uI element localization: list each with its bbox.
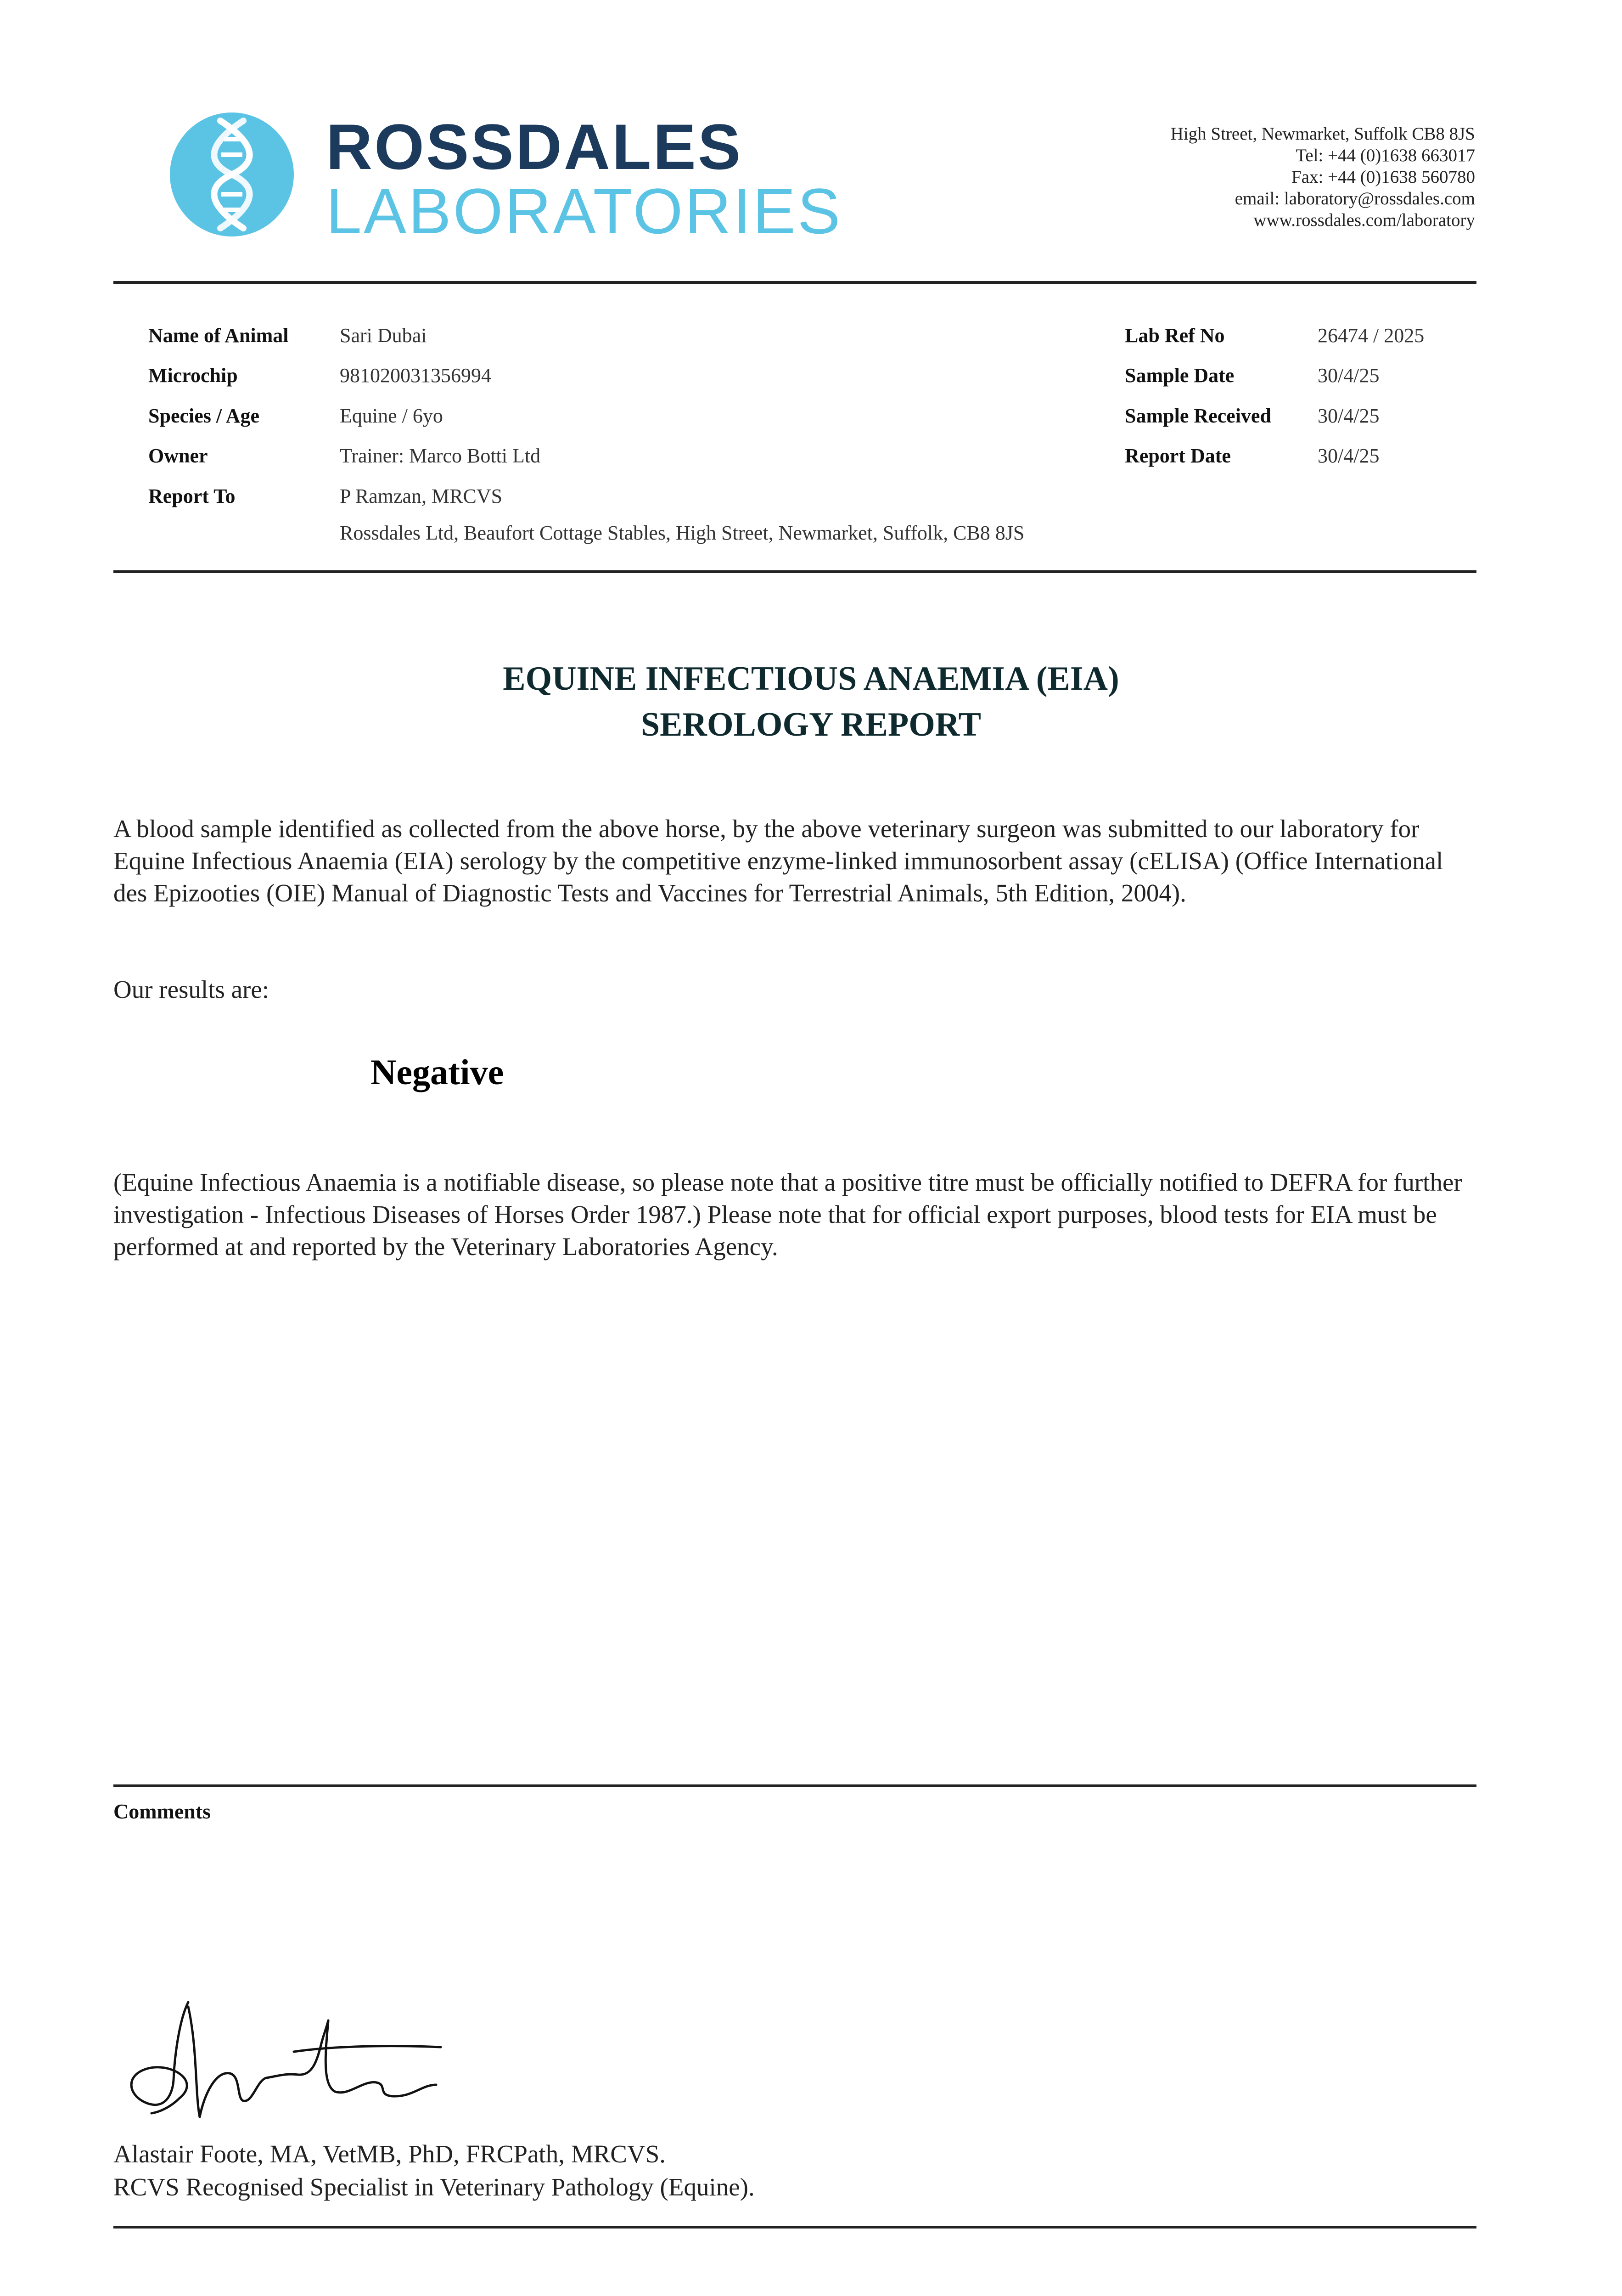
header-divider bbox=[113, 281, 1476, 284]
result-value: Negative bbox=[370, 1052, 504, 1092]
report-date-value: 30/4/25 bbox=[1318, 445, 1380, 467]
owner-value: Trainer: Marco Botti Ltd bbox=[340, 445, 541, 467]
brand-name-line2: LABORATORIES bbox=[326, 175, 842, 247]
name-label: Name of Animal bbox=[148, 324, 289, 347]
details-divider bbox=[113, 570, 1476, 573]
contact-fax: Fax: +44 (0)1638 560780 bbox=[1291, 167, 1475, 187]
report-to-value: P Ramzan, MRCVS bbox=[340, 485, 503, 507]
lab-ref-value: 26474 / 2025 bbox=[1318, 324, 1425, 347]
contact-address: High Street, Newmarket, Suffolk CB8 8JS bbox=[1170, 124, 1475, 144]
species-label: Species / Age bbox=[148, 405, 259, 427]
microchip-value: 981020031356994 bbox=[340, 364, 491, 387]
results-intro: Our results are: bbox=[113, 975, 269, 1003]
species-value: Equine / 6yo bbox=[340, 405, 443, 427]
name-value: Sari Dubai bbox=[340, 324, 427, 347]
report-title-line1: EQUINE INFECTIOUS ANAEMIA (EIA) bbox=[503, 660, 1119, 698]
lab-ref-label: Lab Ref No bbox=[1125, 324, 1225, 347]
signatory-title: RCVS Recognised Specialist in Veterinary Pathology (Equine). bbox=[113, 2173, 755, 2201]
footer-divider bbox=[113, 2226, 1476, 2228]
dna-helix-icon bbox=[170, 113, 294, 236]
sample-received-value: 30/4/25 bbox=[1318, 405, 1380, 427]
sample-date-value: 30/4/25 bbox=[1318, 364, 1380, 387]
brand-name-line1: ROSSDALES bbox=[326, 111, 743, 183]
report-intro: A blood sample identified as collected from the above horse, by the above veterinary surgeon was submitted to our laboratory for Equine Infectious Anaemia (EIA) serology by the competitive enzyme-linked immunosorbent assay (cELISA) (Office International des Epizooties (OIE) Manual of Diagnostic Tests and Vaccines for Terrestrial Animals, 5th Edition, 2004). bbox=[113, 815, 1443, 907]
contact-email[interactable]: email: laboratory@rossdales.com bbox=[1235, 189, 1475, 208]
signatory-name: Alastair Foote, MA, VetMB, PhD, FRCPath, MRCVS. bbox=[113, 2140, 666, 2168]
report-to-address: Rossdales Ltd, Beaufort Cottage Stables, High Street, Newmarket, Suffolk, CB8 8JS bbox=[340, 522, 1025, 544]
report-note: (Equine Infectious Anaemia is a notifiable disease, so please note that a positive titre must be officially notified to DEFRA for further investigation - Infectious Diseases of Horses Order 1987.) Please note that for official export purposes, blood tests for EIA must be performed at and reported by the Veterinary Laboratories Agency. bbox=[113, 1168, 1462, 1261]
report-date-label: Report Date bbox=[1125, 445, 1231, 467]
microchip-label: Microchip bbox=[148, 364, 238, 387]
comments-divider bbox=[113, 1784, 1476, 1787]
signature-image bbox=[119, 1993, 468, 2126]
signatory-block bbox=[113, 2138, 755, 2204]
sample-received-label: Sample Received bbox=[1125, 405, 1271, 427]
report-title-line2: SEROLOGY REPORT bbox=[641, 706, 981, 743]
report-title bbox=[0, 656, 1622, 748]
contact-website[interactable]: www.rossdales.com/laboratory bbox=[1253, 210, 1475, 230]
report-to-label: Report To bbox=[148, 485, 236, 507]
brand-logo bbox=[326, 111, 842, 247]
contact-tel: Tel: +44 (0)1638 663017 bbox=[1296, 146, 1475, 165]
owner-label: Owner bbox=[148, 445, 208, 467]
sample-date-label: Sample Date bbox=[1125, 364, 1235, 387]
contact-block bbox=[1171, 123, 1475, 231]
comments-label: Comments bbox=[113, 1800, 211, 1823]
